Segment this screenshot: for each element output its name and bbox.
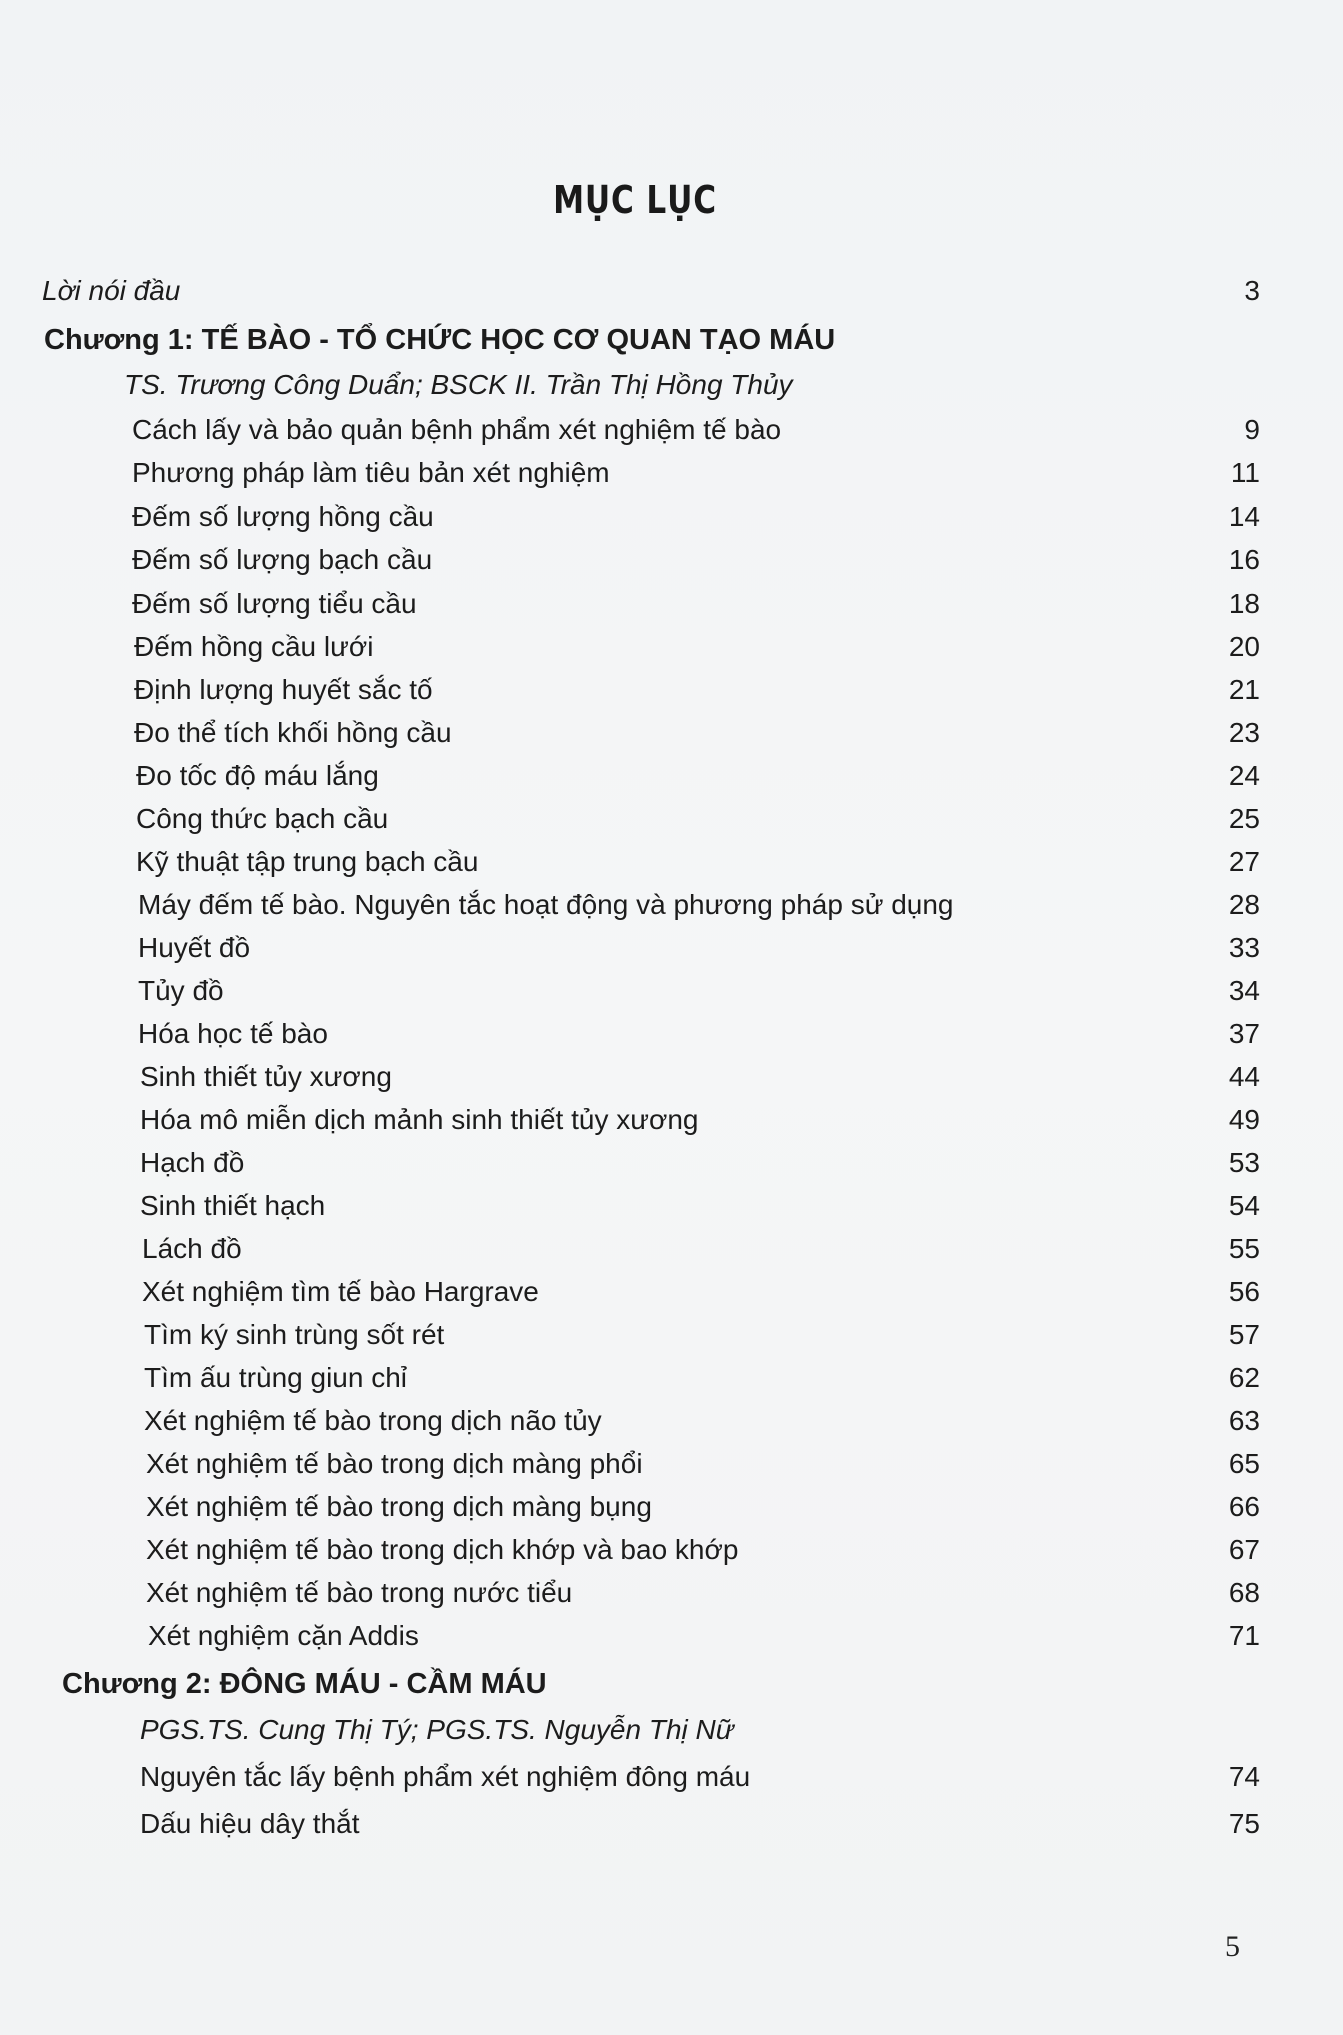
toc-page-number: 71 — [1228, 1620, 1260, 1651]
toc-page-number: 14 — [1228, 501, 1260, 532]
toc-page-number: 55 — [1228, 1233, 1260, 1264]
toc-page-number: 27 — [1228, 846, 1260, 877]
page-number: 5 — [1225, 1930, 1240, 1963]
toc-entry: Đo thể tích khối hồng cầu — [134, 717, 452, 748]
toc-entry: Xét nghiệm tế bào trong dịch màng phổi — [146, 1448, 643, 1479]
toc-page-number: 54 — [1228, 1190, 1260, 1221]
toc-entry: Xét nghiệm cặn Addis — [148, 1620, 419, 1651]
toc-page-number: 44 — [1228, 1061, 1260, 1092]
toc-entry: Sinh thiết tủy xương — [140, 1061, 392, 1092]
toc-page-number: 34 — [1228, 975, 1260, 1006]
toc-italic-line: Lời nói đầu — [42, 275, 181, 306]
page-title: MỤC LỤC — [553, 178, 717, 222]
toc-entry: Tủy đồ — [138, 975, 224, 1006]
toc-italic-line: TS. Trương Công Duẩn; BSCK II. Trần Thị Hồng Thủy — [124, 369, 793, 400]
toc-chapter-heading: Chương 1: TẾ BÀO - TỔ CHỨC HỌC CƠ QUAN TẠO MÁU — [44, 324, 836, 356]
toc-page-number: 24 — [1228, 760, 1260, 791]
toc-page-number: 75 — [1228, 1808, 1260, 1839]
toc-entry: Xét nghiệm tế bào trong dịch khớp và bao khớp — [146, 1534, 739, 1565]
toc-page-number: 33 — [1228, 932, 1260, 963]
toc-page-number: 67 — [1228, 1534, 1260, 1565]
toc-entry: Kỹ thuật tập trung bạch cầu — [136, 846, 479, 877]
toc-entry: Đếm số lượng bạch cầu — [132, 544, 433, 575]
toc-entry: Lách đồ — [142, 1233, 242, 1264]
toc-page-number: 9 — [1244, 414, 1260, 445]
toc-page-number: 53 — [1228, 1147, 1260, 1178]
toc-page-number: 3 — [1244, 275, 1260, 306]
toc-entry: Dấu hiệu dây thắt — [140, 1808, 360, 1839]
toc-page-number: 21 — [1228, 674, 1260, 705]
toc-page-number: 56 — [1228, 1276, 1260, 1307]
toc-entry: Đếm số lượng tiểu cầu — [132, 588, 417, 619]
toc-entry: Hóa mô miễn dịch mảnh sinh thiết tủy xương — [140, 1104, 699, 1135]
toc-entry: Tìm ấu trùng giun chỉ — [144, 1362, 408, 1393]
toc-entry: Đo tốc độ máu lắng — [136, 760, 379, 791]
toc-entry: Hóa học tế bào — [138, 1018, 328, 1049]
toc-entry: Hạch đồ — [140, 1147, 245, 1178]
toc-chapter-heading: Chương 2: ĐÔNG MÁU - CẦM MÁU — [62, 1668, 547, 1700]
toc-entry: Tìm ký sinh trùng sốt rét — [144, 1319, 445, 1350]
toc-entry: Đếm hồng cầu lưới — [134, 631, 374, 662]
toc-entry: Xét nghiệm tế bào trong dịch màng bụng — [146, 1491, 652, 1522]
toc-italic-line: PGS.TS. Cung Thị Tý; PGS.TS. Nguyễn Thị Nữ — [140, 1714, 734, 1745]
toc-page-number: 49 — [1228, 1104, 1260, 1135]
toc-entry: Nguyên tắc lấy bệnh phẩm xét nghiệm đông máu — [140, 1761, 751, 1792]
toc-entry: Xét nghiệm tế bào trong nước tiểu — [146, 1577, 573, 1608]
toc-page-number: 28 — [1228, 889, 1260, 920]
toc-page-number: 37 — [1228, 1018, 1260, 1049]
toc-entry: Phương pháp làm tiêu bản xét nghiệm — [132, 457, 610, 488]
toc-entry: Cách lấy và bảo quản bệnh phẩm xét nghiệm tế bào — [132, 414, 782, 445]
toc-entry: Xét nghiệm tìm tế bào Hargrave — [142, 1276, 539, 1307]
toc-page-number: 65 — [1228, 1448, 1260, 1479]
toc-page-number: 18 — [1228, 588, 1260, 619]
toc-page-number: 20 — [1228, 631, 1260, 662]
toc-entry: Sinh thiết hạch — [140, 1190, 326, 1221]
toc-page-number: 62 — [1228, 1362, 1260, 1393]
toc-entry: Huyết đồ — [138, 932, 251, 963]
toc-page-number: 11 — [1230, 457, 1260, 488]
toc-page-number: 74 — [1228, 1761, 1260, 1792]
toc-page-number: 16 — [1228, 544, 1260, 575]
toc-entry: Công thức bạch cầu — [136, 803, 389, 834]
toc-page-number: 63 — [1228, 1405, 1260, 1436]
toc-entry: Xét nghiệm tế bào trong dịch não tủy — [144, 1405, 602, 1436]
toc-page-number: 23 — [1228, 717, 1260, 748]
toc-page-number: 66 — [1228, 1491, 1260, 1522]
toc-entry: Định lượng huyết sắc tố — [134, 674, 433, 705]
toc-entry: Máy đếm tế bào. Nguyên tắc hoạt động và phương pháp sử dụng — [138, 889, 954, 920]
toc-page-number: 25 — [1228, 803, 1260, 834]
toc-page-number: 57 — [1228, 1319, 1260, 1350]
toc-page-number: 68 — [1228, 1577, 1260, 1608]
toc-entry: Đếm số lượng hồng cầu — [132, 501, 434, 532]
